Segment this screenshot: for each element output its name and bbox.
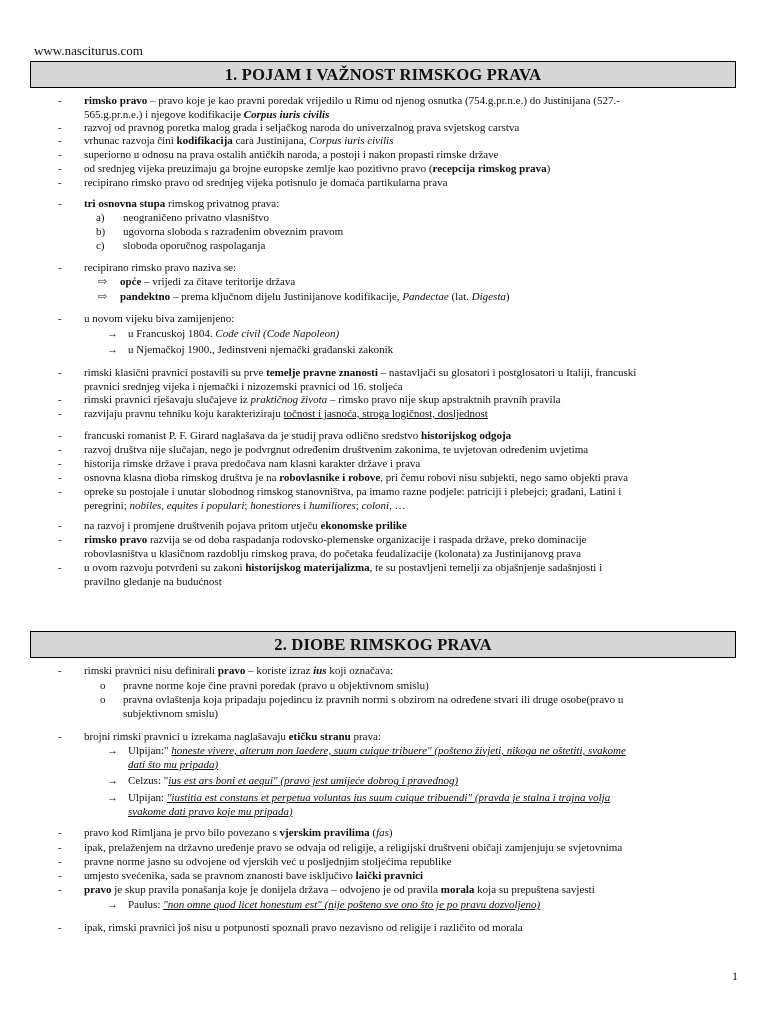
text-run: u ovom razvoju potvrđeni su zakoni bbox=[84, 562, 246, 574]
text-run: superiorno u odnosu na prava ostalih antičkih naroda, a postoji i nakon propasti rimske države bbox=[84, 149, 499, 161]
text-run: Ulpijan: bbox=[128, 792, 167, 804]
text-run: – vrijedi za čitave teritorije država bbox=[141, 276, 296, 288]
text-run: "non omne quod licet honestum est" (nije pošteno sve ono što je po pravu dozvoljeno) bbox=[163, 899, 541, 911]
text-run: pravilno gledanje na budućnost bbox=[84, 575, 222, 588]
text-run: Pandectae bbox=[402, 291, 449, 303]
bullet-dash: - bbox=[58, 367, 62, 379]
bullet-dash: - bbox=[58, 922, 62, 934]
text-run: rimskog privatnog prava: bbox=[165, 198, 280, 210]
text-run: fas bbox=[376, 827, 389, 839]
text-run: sloboda oporučnog raspolaganja bbox=[123, 240, 266, 252]
list-item-text bbox=[84, 394, 561, 407]
text-run: rimski pravnici rješavaju slučajeve iz bbox=[84, 394, 251, 406]
bullet-dash: - bbox=[58, 177, 62, 189]
bullet-dash: - bbox=[58, 394, 62, 406]
text-run: razvijaju pravnu tehniku koju karakteriziraju bbox=[84, 408, 284, 420]
text-run: umjesto svećenika, sada se pravnom znanosti bave isključivo bbox=[84, 870, 356, 882]
text-run: osnovna klasna dioba rimskog društva je na bbox=[84, 472, 280, 484]
text-run: morala bbox=[440, 884, 475, 896]
list-marker: a) bbox=[96, 212, 105, 224]
bullet-dash: - bbox=[58, 842, 62, 854]
list-item-text bbox=[84, 381, 403, 394]
list-item-text bbox=[84, 198, 279, 211]
list-item-text bbox=[84, 408, 488, 421]
list-item-text bbox=[84, 576, 222, 589]
list-item-text bbox=[84, 520, 407, 533]
text-run: rimski pravnici nisu definirali bbox=[84, 665, 218, 677]
text-run: historija rimske države i prava predočava nam klasni karakter države i prava bbox=[84, 458, 421, 470]
text-run: nobiles, equites i populari bbox=[129, 499, 245, 512]
text-run: i bbox=[300, 499, 310, 512]
list-item-text bbox=[84, 149, 499, 162]
list-item-text bbox=[123, 708, 218, 721]
text-run: ugovorna sloboda s razrađenim obveznim pravom bbox=[123, 226, 344, 238]
text-run: rimsko pravo bbox=[84, 95, 148, 107]
list-item-text bbox=[84, 827, 393, 840]
list-item-text bbox=[84, 922, 523, 935]
list-marker: → bbox=[107, 344, 118, 356]
text-run: razvoj od pravnog poretka malog grada i seljačkog naroda do univerzalnog prava svjetskog carstva bbox=[84, 122, 520, 134]
text-run: u novom vijeku biva zamijenjeno: bbox=[84, 313, 235, 325]
list-item-text bbox=[123, 240, 265, 253]
list-item-text bbox=[123, 212, 269, 225]
text-run: (lat. bbox=[448, 291, 472, 303]
list-item-text bbox=[84, 856, 452, 869]
list-marker: → bbox=[107, 745, 118, 757]
list-marker: b) bbox=[96, 226, 106, 238]
text-run: Corpus iuris civilis bbox=[309, 135, 394, 147]
text-run: razvija se od doba raspadanja rodovsko-plemenske organizacije i raspada države, preko dominacije bbox=[147, 534, 587, 546]
text-run: ipak, prelaženjem na državno uređenje pravo se odvaja od religije, a religijski društveni običaji zamjenjuju se svjetovnima bbox=[84, 842, 623, 854]
list-item-text bbox=[128, 792, 610, 805]
text-run: Ulpijan:" bbox=[128, 745, 172, 757]
list-item-text bbox=[84, 870, 423, 883]
text-run: , te su postavljeni temelji za objašnjenje sadašnjosti i bbox=[369, 562, 603, 574]
text-run: ipak, rimski pravnici još nisu u potpunosti spoznali pravo nezavisno od religije i različito od morala bbox=[84, 922, 523, 934]
bullet-dash: - bbox=[58, 486, 62, 498]
list-item-text bbox=[84, 444, 588, 457]
text-run: pravnici srednjeg vijeka i njemački i nizozemski pravnici od 16. stoljeća bbox=[84, 380, 403, 393]
list-item-text bbox=[84, 122, 519, 135]
list-item-text bbox=[84, 313, 234, 326]
list-item-text bbox=[84, 109, 329, 122]
bullet-dash: - bbox=[58, 520, 62, 532]
text-run: 565.g.pr.n.e.) i njegove kodifikacije bbox=[84, 108, 244, 121]
text-run: , pri čemu robovi nisu subjekti, nego samo objekti prava bbox=[380, 472, 629, 484]
list-item-text bbox=[84, 842, 622, 855]
bullet-dash: - bbox=[58, 562, 62, 574]
list-marker: o bbox=[100, 694, 106, 706]
text-run: ius est ars boni et aequi" (pravo jest umijeće dobrog i pravednog) bbox=[168, 775, 459, 787]
text-run: recipirano rimsko pravo od srednjeg vijeka potisnulo je domaća partikularna prava bbox=[84, 177, 448, 189]
list-marker: c) bbox=[96, 240, 105, 252]
text-run: historijskog odgoja bbox=[421, 430, 512, 442]
text-run: u Njemačkoj 1900., Jedinstveni njemački građanski zakonik bbox=[128, 344, 394, 356]
bullet-dash: - bbox=[58, 870, 62, 882]
bullet-dash: - bbox=[58, 149, 62, 161]
list-item-text bbox=[84, 458, 420, 471]
text-run: recepcija rimskog prava bbox=[432, 163, 547, 175]
text-run: prava: bbox=[350, 731, 381, 743]
text-run: rimski klasični pravnici postavili su prve bbox=[84, 367, 267, 379]
bullet-dash: - bbox=[58, 444, 62, 456]
text-run: rimsko pravo bbox=[84, 534, 148, 546]
text-run: robovlasništva u klasičnom razdoblju rimskog prava, do početaka feudalizacije (kolonata) za Justinijanovg prava bbox=[84, 547, 581, 560]
text-run: vjerskim pravilima bbox=[279, 827, 370, 839]
text-run: opreke su postojale i unutar slobodnog rimskog stanovništva, pa imamo razne podjele: patriciji i plebejci; građani, Latini i bbox=[84, 486, 622, 498]
text-run: od srednjeg vijeka preuzimaju ga brojne europske zemlje kao pozitivno pravo ( bbox=[84, 163, 433, 175]
text-run: razvoj društva nije slučajan, nego je podvrgnut određenim društvenim zakonima, te uvjetovan određenim uvjetima bbox=[84, 444, 589, 456]
text-run: ) bbox=[505, 291, 510, 303]
list-marker: → bbox=[107, 328, 118, 340]
text-run: honestiores bbox=[250, 499, 301, 512]
text-run: ) bbox=[388, 827, 393, 839]
text-run: pravne norme jasno su odvojene od vjerskih već u posljednjim stoljećima republike bbox=[84, 856, 452, 868]
text-run: svakome dati pravo koje mu pripada) bbox=[128, 805, 293, 818]
list-item-text bbox=[84, 367, 636, 380]
list-marker: → bbox=[107, 899, 118, 911]
text-run: recipirano rimsko pravo naziva se: bbox=[84, 262, 237, 274]
text-run: laički pravnici bbox=[355, 870, 424, 882]
list-item-text bbox=[120, 276, 295, 289]
list-item-text bbox=[123, 680, 429, 693]
list-item-text bbox=[84, 500, 406, 513]
bullet-dash: - bbox=[58, 262, 62, 274]
list-item-text bbox=[128, 745, 626, 758]
list-item-text bbox=[84, 472, 628, 485]
bullet-dash: - bbox=[58, 198, 62, 210]
list-item-text bbox=[84, 534, 587, 547]
text-run: – koriste izraz bbox=[245, 665, 314, 677]
text-run: peregrini; bbox=[84, 499, 130, 512]
text-run: pravo bbox=[217, 665, 246, 677]
bullet-dash: - bbox=[58, 430, 62, 442]
text-run: honeste vivere, alterum non laedere, suum cuique tribuere" (pošteno živjeti, nikoga ne oštetiti, svakome bbox=[171, 745, 626, 757]
text-run: "iustitia est constans et perpetua voluntas ius suum cuique tribuendi" (pravda je stalna i trajna volja bbox=[166, 792, 611, 804]
list-item-text bbox=[84, 884, 595, 897]
list-marker: ⇨ bbox=[98, 291, 108, 303]
list-marker: ⇨ bbox=[98, 276, 108, 288]
text-run: koja su prepuštena savjesti bbox=[474, 884, 595, 896]
list-marker: o bbox=[100, 680, 106, 692]
list-item-text bbox=[84, 430, 511, 443]
bullet-dash: - bbox=[58, 408, 62, 420]
text-run: ) bbox=[546, 163, 551, 175]
list-item-text bbox=[84, 548, 581, 561]
bullet-dash: - bbox=[58, 135, 62, 147]
bullet-dash: - bbox=[58, 95, 62, 107]
list-item-text bbox=[84, 95, 620, 108]
text-run: ekonomske prilike bbox=[320, 520, 407, 532]
text-run: pandektno bbox=[120, 291, 171, 303]
list-item-text bbox=[84, 731, 381, 744]
list-item-text bbox=[128, 328, 339, 341]
text-run: robovlasnike i robove bbox=[279, 472, 381, 484]
text-run: etičku stranu bbox=[288, 731, 351, 743]
list-item-text bbox=[128, 775, 458, 788]
bullet-dash: - bbox=[58, 884, 62, 896]
text-run: historijskog materijalizma bbox=[245, 562, 370, 574]
list-item-text bbox=[123, 226, 343, 239]
text-run: dati što mu pripada) bbox=[128, 758, 219, 771]
bullet-dash: - bbox=[58, 163, 62, 175]
list-item-text bbox=[84, 135, 394, 148]
text-run: tri osnovna stupa bbox=[84, 198, 166, 210]
list-item-text bbox=[128, 759, 218, 772]
list-item-text bbox=[128, 806, 293, 819]
text-run: Paulus: bbox=[128, 899, 164, 911]
text-run: koji označava: bbox=[326, 665, 394, 677]
bullet-dash: - bbox=[58, 313, 62, 325]
bullet-dash: - bbox=[58, 122, 62, 134]
text-run: Digesta bbox=[471, 291, 506, 303]
list-item-text bbox=[84, 163, 550, 176]
text-run: kodifikacija bbox=[176, 135, 233, 147]
text-run: je skup pravila ponašanja koje je donijela država – odvojeno je od pravila bbox=[111, 884, 441, 896]
text-run: praktičnog života bbox=[250, 394, 328, 406]
bullet-dash: - bbox=[58, 458, 62, 470]
text-run: pravo bbox=[84, 884, 112, 896]
list-item-text bbox=[84, 665, 393, 678]
text-run: opće bbox=[120, 276, 142, 288]
text-run: točnost i jasnoća, stroga logičnost, dosljednost bbox=[283, 408, 488, 420]
text-run: na razvoj i promjene društvenih pojava pritom utječu bbox=[84, 520, 321, 532]
text-run: ius bbox=[313, 665, 327, 677]
list-item-text bbox=[128, 899, 540, 912]
text-run: , … bbox=[389, 499, 406, 512]
text-run: pravna ovlaštenja koja pripadaju pojedincu iz pravnih normi s obzirom na određene stvari ili druge osobe(pravo u bbox=[123, 694, 624, 706]
section-title: 2. DIOBE RIMSKOG PRAVA bbox=[30, 631, 736, 658]
bullet-dash: - bbox=[58, 827, 62, 839]
list-marker: → bbox=[107, 775, 118, 787]
text-run: cara Justinijana, bbox=[232, 135, 310, 147]
text-run: – rimsko pravo nije skup apstraktnih pravnih pravila bbox=[327, 394, 561, 406]
section-title: 1. POJAM I VAŽNOST RIMSKOG PRAVA bbox=[30, 61, 736, 88]
text-run: Code civil (Code Napoleon) bbox=[215, 328, 340, 340]
list-item-text bbox=[123, 694, 623, 707]
site-url: www.nasciturus.com bbox=[34, 43, 143, 58]
text-run: temelje pravne znanosti bbox=[266, 367, 378, 379]
text-run: pravo kod Rimljana je prvo bilo povezano s bbox=[84, 827, 280, 839]
page-number: 1 bbox=[732, 969, 738, 983]
list-item-text bbox=[84, 562, 602, 575]
list-item-text bbox=[84, 486, 621, 499]
text-run: – pravo koje je kao pravni poredak vrijedilo u Rimu od njenog osnutka (754.g.pr.n.e.) do Justinijana (527.- bbox=[147, 95, 620, 107]
text-run: francuski romanist P. F. Girard naglašava da je studij prava odlično sredstvo bbox=[84, 430, 421, 442]
list-item-text bbox=[128, 344, 393, 357]
bullet-dash: - bbox=[58, 472, 62, 484]
text-run: brojni rimski pravnici u izrekama naglašavaju bbox=[84, 731, 289, 743]
text-run: ; bbox=[355, 499, 362, 512]
bullet-dash: - bbox=[58, 665, 62, 677]
text-run: neograničeno privatno vlasništvo bbox=[123, 212, 270, 224]
text-run: – prema ključnom dijelu Justinijanove kodifikacije, bbox=[170, 291, 403, 303]
text-run: Celzus: " bbox=[128, 775, 169, 787]
bullet-dash: - bbox=[58, 731, 62, 743]
list-item-text bbox=[120, 291, 510, 304]
list-item-text bbox=[84, 262, 236, 275]
text-run: coloni bbox=[361, 499, 390, 512]
text-run: subjektivnom smislu) bbox=[123, 707, 219, 720]
text-run: vrhunac razvoja čini bbox=[84, 135, 177, 147]
list-marker: → bbox=[107, 792, 118, 804]
text-run: pravne norme koje čine pravni poredak (pravo u objektivnom smislu) bbox=[123, 680, 429, 692]
text-run: – nastavljači su glosatori i postglosatori u Italiji, francuski bbox=[377, 367, 637, 379]
bullet-dash: - bbox=[58, 534, 62, 546]
text-run: humiliores bbox=[309, 499, 356, 512]
list-item-text bbox=[84, 177, 448, 190]
text-run: ( bbox=[369, 827, 377, 839]
text-run: ; bbox=[244, 499, 251, 512]
text-run: Corpus iuris civilis bbox=[243, 108, 330, 121]
bullet-dash: - bbox=[58, 856, 62, 868]
text-run: u Francuskoj 1804. bbox=[128, 328, 216, 340]
